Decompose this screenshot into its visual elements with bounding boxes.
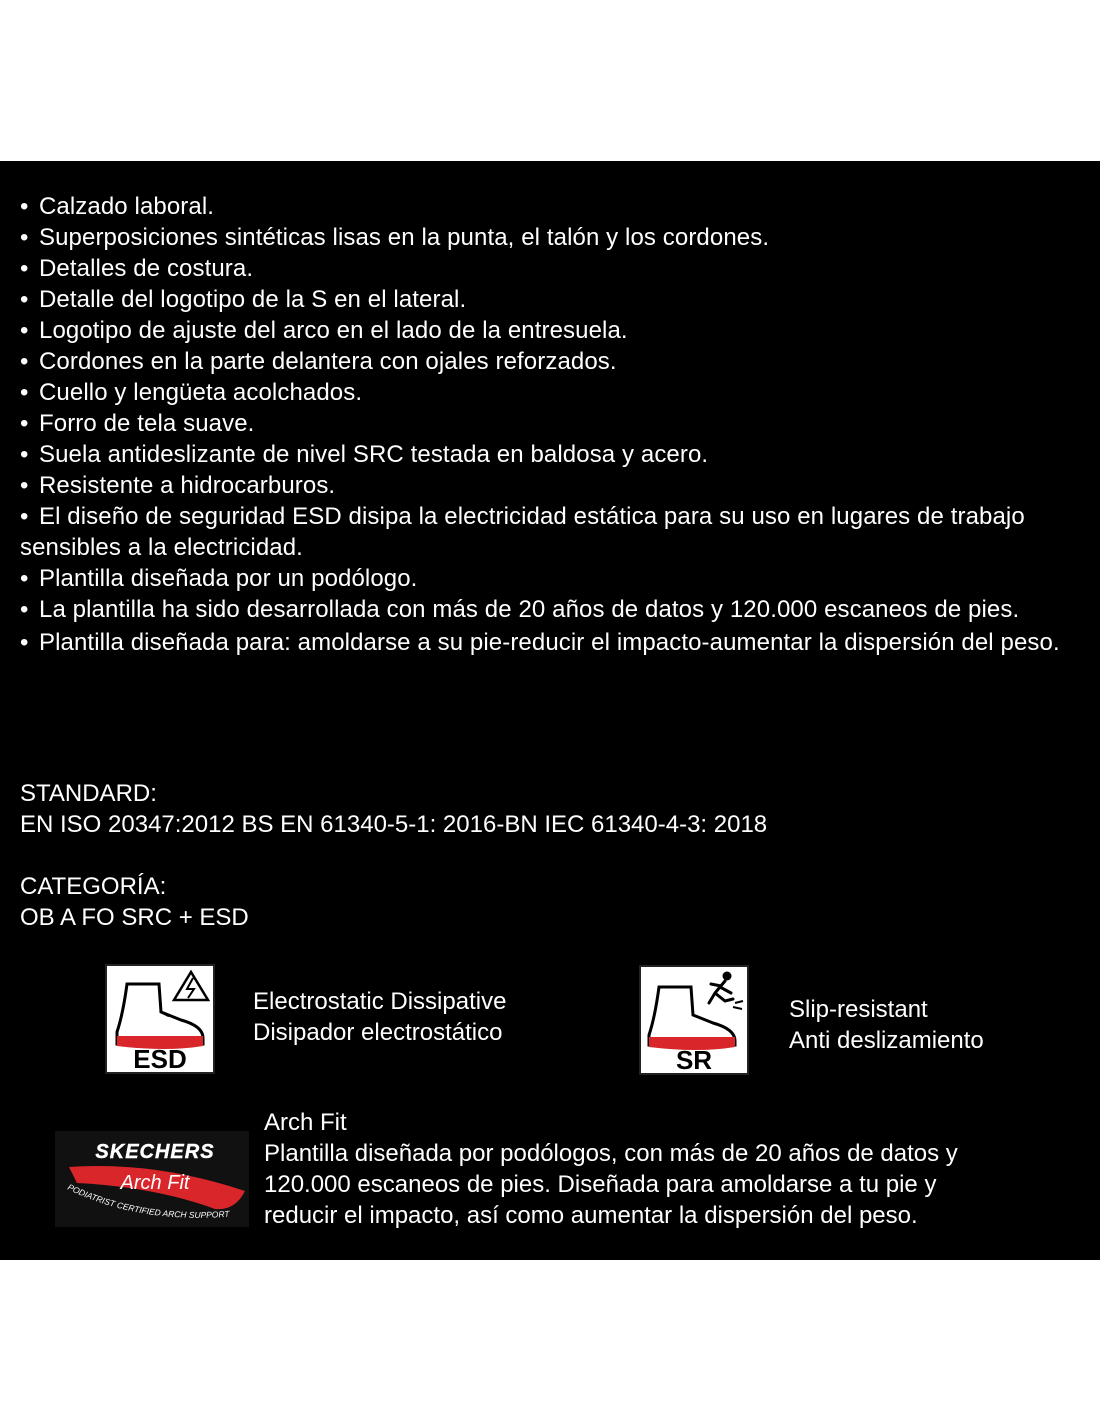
boot-slip-icon [641, 967, 747, 1073]
esd-badge [105, 964, 215, 1074]
sr-line1: Slip-resistant [789, 996, 928, 1023]
archfit-logo [55, 1131, 249, 1227]
feature-item: • Cordones en la parte delantera con ojales reforzados. [20, 348, 617, 375]
feature-item: • Plantilla diseñada para: amoldarse a su pie-reducir el impacto-aumentar la dispersión del peso. [20, 629, 1060, 656]
esd-line1: Electrostatic Dissipative [253, 988, 507, 1015]
feature-item: • La plantilla ha sido desarrollada con más de 20 años de datos y 120.000 escaneos de pies. [20, 596, 1020, 623]
feature-item: • Cuello y lengüeta acolchados. [20, 379, 363, 406]
esd-code: ESD [133, 1044, 187, 1072]
feature-list [20, 191, 1082, 658]
category-value: OB A FO SRC + ESD [20, 904, 249, 931]
archfit-line: reducir el impacto, así como aumentar la dispersión del peso. [264, 1202, 918, 1229]
standard-value: EN ISO 20347:2012 BS EN 61340-5-1: 2016-BN IEC 61340-4-3: 2018 [20, 811, 768, 838]
esd-line2: Disipador electrostático [253, 1019, 503, 1046]
archfit-title: Arch Fit [264, 1109, 347, 1136]
archfit-line: Plantilla diseñada por podólogos, con más de 20 años de datos y [264, 1140, 958, 1167]
standard-label: STANDARD: [20, 780, 157, 807]
feature-item: • Calzado laboral. [20, 193, 215, 220]
archfit-logo-brand: SKECHERS [95, 1141, 215, 1163]
sr-code: SR [675, 1045, 713, 1073]
category-label: CATEGORÍA: [20, 873, 167, 900]
archfit-line: 120.000 escaneos de pies. Diseñada para amoldarse a tu pie y [264, 1171, 937, 1198]
feature-item: • Suela antideslizante de nivel SRC testada en baldosa y acero. [20, 441, 709, 468]
feature-item: • Resistente a hidrocarburos. [20, 472, 336, 499]
archfit-logo-tagline: PODIATRIST CERTIFIED ARCH SUPPORT [66, 1181, 230, 1220]
archfit-logo-name: Arch Fit [120, 1172, 190, 1194]
feature-item: • El diseño de seguridad ESD disipa la electricidad estática para su uso en lugares de trabajo sensibles a la electricidad. [20, 503, 1025, 561]
sr-badge [639, 965, 749, 1075]
feature-item: • Superposiciones sintéticas lisas en la punta, el talón y los cordones. [20, 224, 770, 251]
product-details-panel [0, 161, 1100, 1260]
boot-lightning-icon [107, 966, 213, 1072]
sr-line2: Anti deslizamiento [789, 1027, 984, 1054]
feature-item: • Logotipo de ajuste del arco en el lado de la entresuela. [20, 317, 628, 344]
feature-item: • Forro de tela suave. [20, 410, 255, 437]
archfit-description [264, 1107, 1064, 1231]
feature-item: • Detalle del logotipo de la S en el lateral. [20, 286, 467, 313]
feature-item: • Plantilla diseñada por un podólogo. [20, 565, 418, 592]
feature-item: • Detalles de costura. [20, 255, 254, 282]
